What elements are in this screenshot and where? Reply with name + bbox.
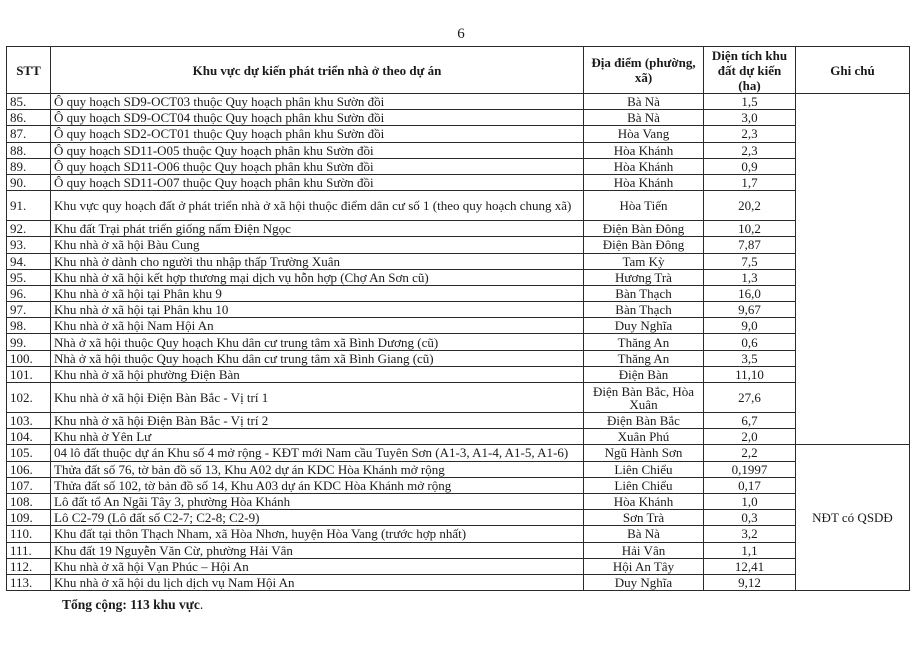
row-location: Hội An Tây bbox=[584, 558, 704, 574]
row-area-name: Lô đất tổ An Ngãi Tây 3, phường Hòa Khánh bbox=[51, 493, 584, 509]
row-stt: 97. bbox=[7, 302, 51, 318]
row-area-name: Khu đất Trại phát triển giống nấm Điện Ngọc bbox=[51, 221, 584, 237]
row-location: Bà Nà bbox=[584, 94, 704, 110]
table-row bbox=[7, 221, 910, 237]
header-location: Địa điểm (phường, xã) bbox=[584, 47, 704, 94]
table-row bbox=[7, 318, 910, 334]
row-stt: 110. bbox=[7, 526, 51, 542]
row-area-name: Thửa đất số 76, tờ bản đồ số 13, Khu A02 dự án KDC Hòa Khánh mở rộng bbox=[51, 461, 584, 477]
row-area-name: Ô quy hoạch SD9-OCT03 thuộc Quy hoạch phân khu Sườn đồi bbox=[51, 94, 584, 110]
table-row bbox=[7, 302, 910, 318]
row-size: 3,5 bbox=[704, 350, 796, 366]
row-size: 1,1 bbox=[704, 542, 796, 558]
row-stt: 91. bbox=[7, 191, 51, 221]
row-location: Hòa Khánh bbox=[584, 174, 704, 190]
row-area-name: Khu nhà ở xã hội tại Phân khu 10 bbox=[51, 302, 584, 318]
header-size: Diện tích khu đất dự kiến (ha) bbox=[704, 47, 796, 94]
total-line bbox=[62, 597, 203, 613]
row-area-name: Ô quy hoạch SD11-O05 thuộc Quy hoạch phân khu Sườn đồi bbox=[51, 142, 584, 158]
table-row bbox=[7, 461, 910, 477]
table-row bbox=[7, 237, 910, 253]
row-stt: 86. bbox=[7, 110, 51, 126]
total-suffix: . bbox=[199, 597, 204, 612]
row-area-name: Khu đất tại thôn Thạch Nham, xã Hòa Nhơn, huyện Hòa Vang (trước hợp nhất) bbox=[51, 526, 584, 542]
table-body bbox=[7, 94, 910, 591]
row-location: Thăng An bbox=[584, 350, 704, 366]
row-location: Liên Chiểu bbox=[584, 461, 704, 477]
row-size: 27,6 bbox=[704, 383, 796, 413]
header-note: Ghi chú bbox=[796, 47, 910, 94]
header-stt: STT bbox=[7, 47, 51, 94]
row-size: 7,87 bbox=[704, 237, 796, 253]
row-location: Sơn Trà bbox=[584, 510, 704, 526]
row-location: Tam Kỳ bbox=[584, 253, 704, 269]
row-size: 2,2 bbox=[704, 445, 796, 461]
row-size: 7,5 bbox=[704, 253, 796, 269]
table-row bbox=[7, 253, 910, 269]
row-stt: 111. bbox=[7, 542, 51, 558]
row-size: 20,2 bbox=[704, 191, 796, 221]
header-area: Khu vực dự kiến phát triển nhà ở theo dự án bbox=[51, 47, 584, 94]
row-location: Bà Nà bbox=[584, 110, 704, 126]
row-area-name: Nhà ở xã hội thuộc Quy hoạch Khu dân cư trung tâm xã Bình Giang (cũ) bbox=[51, 350, 584, 366]
table-row bbox=[7, 334, 910, 350]
row-stt: 89. bbox=[7, 158, 51, 174]
row-size: 1,3 bbox=[704, 269, 796, 285]
table-row bbox=[7, 350, 910, 366]
row-area-name: Khu nhà ở xã hội Vạn Phúc – Hội An bbox=[51, 558, 584, 574]
row-stt: 95. bbox=[7, 269, 51, 285]
table-row bbox=[7, 94, 910, 110]
row-stt: 106. bbox=[7, 461, 51, 477]
row-size: 3,0 bbox=[704, 110, 796, 126]
row-location: Hòa Khánh bbox=[584, 158, 704, 174]
row-area-name: Nhà ở xã hội thuộc Quy hoạch Khu dân cư trung tâm xã Bình Dương (cũ) bbox=[51, 334, 584, 350]
table-row bbox=[7, 413, 910, 429]
table-row bbox=[7, 445, 910, 461]
row-stt: 103. bbox=[7, 413, 51, 429]
row-stt: 105. bbox=[7, 445, 51, 461]
row-location: Duy Nghĩa bbox=[584, 318, 704, 334]
row-stt: 93. bbox=[7, 237, 51, 253]
row-size: 1,0 bbox=[704, 493, 796, 509]
row-stt: 101. bbox=[7, 366, 51, 382]
row-size: 12,41 bbox=[704, 558, 796, 574]
page-number: 6 bbox=[457, 26, 465, 42]
housing-area-table bbox=[6, 46, 910, 591]
table-row bbox=[7, 142, 910, 158]
row-area-name: Khu nhà ở Yên Lư bbox=[51, 429, 584, 445]
table-row bbox=[7, 574, 910, 590]
row-location: Hòa Khánh bbox=[584, 493, 704, 509]
row-area-name: Khu vực quy hoạch đất ở phát triển nhà ở xã hội thuộc điểm dân cư số 1 (theo quy hoạch chung xã) bbox=[51, 191, 584, 221]
row-area-name: Khu nhà ở xã hội kết hợp thương mại dịch vụ hỗn hợp (Chợ An Sơn cũ) bbox=[51, 269, 584, 285]
row-area-name: 04 lô đất thuộc dự án Khu số 4 mở rộng - KĐT mới Nam cầu Tuyên Sơn (A1-3, A1-4, A1-5, A1-6) bbox=[51, 445, 584, 461]
row-area-name: Khu nhà ở xã hội Bàu Cung bbox=[51, 237, 584, 253]
row-stt: 88. bbox=[7, 142, 51, 158]
row-location: Liên Chiểu bbox=[584, 477, 704, 493]
row-size: 0,6 bbox=[704, 334, 796, 350]
row-stt: 109. bbox=[7, 510, 51, 526]
row-location: Duy Nghĩa bbox=[584, 574, 704, 590]
table-row bbox=[7, 510, 910, 526]
row-size: 2,3 bbox=[704, 142, 796, 158]
row-area-name: Khu đất 19 Nguyễn Văn Cừ, phường Hải Vân bbox=[51, 542, 584, 558]
table-row bbox=[7, 558, 910, 574]
row-size: 0,3 bbox=[704, 510, 796, 526]
row-location: Hòa Vang bbox=[584, 126, 704, 142]
row-area-name: Khu nhà ở xã hội du lịch dịch vụ Nam Hội An bbox=[51, 574, 584, 590]
row-location: Hương Trà bbox=[584, 269, 704, 285]
row-size: 9,12 bbox=[704, 574, 796, 590]
table-row bbox=[7, 126, 910, 142]
row-size: 2,0 bbox=[704, 429, 796, 445]
table-row bbox=[7, 174, 910, 190]
row-stt: 112. bbox=[7, 558, 51, 574]
table-row bbox=[7, 269, 910, 285]
row-size: 2,3 bbox=[704, 126, 796, 142]
row-area-name: Ô quy hoạch SD9-OCT04 thuộc Quy hoạch phân khu Sườn đồi bbox=[51, 110, 584, 126]
row-size: 16,0 bbox=[704, 285, 796, 301]
row-stt: 85. bbox=[7, 94, 51, 110]
row-location: Ngũ Hành Sơn bbox=[584, 445, 704, 461]
row-stt: 92. bbox=[7, 221, 51, 237]
row-stt: 99. bbox=[7, 334, 51, 350]
row-stt: 96. bbox=[7, 285, 51, 301]
row-area-name: Khu nhà ở xã hội Nam Hội An bbox=[51, 318, 584, 334]
row-stt: 108. bbox=[7, 493, 51, 509]
row-size: 0,1997 bbox=[704, 461, 796, 477]
row-size: 6,7 bbox=[704, 413, 796, 429]
row-stt: 98. bbox=[7, 318, 51, 334]
row-stt: 90. bbox=[7, 174, 51, 190]
row-location: Bàn Thạch bbox=[584, 302, 704, 318]
table-row bbox=[7, 493, 910, 509]
row-size: 3,2 bbox=[704, 526, 796, 542]
row-stt: 107. bbox=[7, 477, 51, 493]
table-row bbox=[7, 110, 910, 126]
row-location: Điện Bàn bbox=[584, 366, 704, 382]
row-size: 10,2 bbox=[704, 221, 796, 237]
row-stt: 113. bbox=[7, 574, 51, 590]
row-area-name: Thửa đất số 102, tờ bản đồ số 14, Khu A03 dự án KDC Hòa Khánh mở rộng bbox=[51, 477, 584, 493]
row-area-name: Ô quy hoạch SD11-O06 thuộc Quy hoạch phân khu Sườn đồi bbox=[51, 158, 584, 174]
table-header-row bbox=[7, 47, 910, 94]
row-location: Bà Nà bbox=[584, 526, 704, 542]
table-row bbox=[7, 366, 910, 382]
row-area-name: Khu nhà ở xã hội tại Phân khu 9 bbox=[51, 285, 584, 301]
row-area-name: Ô quy hoạch SD11-O07 thuộc Quy hoạch phân khu Sườn đồi bbox=[51, 174, 584, 190]
row-size: 9,0 bbox=[704, 318, 796, 334]
row-size: 1,5 bbox=[704, 94, 796, 110]
row-size: 0,17 bbox=[704, 477, 796, 493]
row-note-group: NĐT có QSDĐ bbox=[796, 445, 910, 591]
row-size: 9,67 bbox=[704, 302, 796, 318]
row-location: Điện Bàn Bắc bbox=[584, 413, 704, 429]
total-value: 113 khu vực bbox=[130, 597, 200, 612]
row-note-empty bbox=[796, 94, 910, 445]
table-row bbox=[7, 383, 910, 413]
row-stt: 87. bbox=[7, 126, 51, 142]
row-area-name: Khu nhà ở dành cho người thu nhập thấp Trường Xuân bbox=[51, 253, 584, 269]
table-row bbox=[7, 429, 910, 445]
row-location: Hải Vân bbox=[584, 542, 704, 558]
row-stt: 94. bbox=[7, 253, 51, 269]
row-location: Hòa Khánh bbox=[584, 142, 704, 158]
row-stt: 102. bbox=[7, 383, 51, 413]
row-area-name: Khu nhà ở xã hội phường Điện Bàn bbox=[51, 366, 584, 382]
table-row bbox=[7, 285, 910, 301]
table-row bbox=[7, 477, 910, 493]
row-area-name: Khu nhà ở xã hội Điện Bàn Bắc - Vị trí 2 bbox=[51, 413, 584, 429]
row-location: Xuân Phú bbox=[584, 429, 704, 445]
row-location: Bàn Thạch bbox=[584, 285, 704, 301]
row-location: Điện Bàn Đông bbox=[584, 221, 704, 237]
total-label: Tổng cộng: bbox=[62, 597, 127, 612]
table-row bbox=[7, 191, 910, 221]
row-area-name: Ô quy hoạch SD2-OCT01 thuộc Quy hoạch phân khu Sườn đồi bbox=[51, 126, 584, 142]
row-location: Điện Bàn Bắc, Hòa Xuân bbox=[584, 383, 704, 413]
row-area-name: Lô C2-79 (Lô đất số C2-7; C2-8; C2-9) bbox=[51, 510, 584, 526]
row-location: Thăng An bbox=[584, 334, 704, 350]
table-row bbox=[7, 526, 910, 542]
row-stt: 100. bbox=[7, 350, 51, 366]
table-row bbox=[7, 542, 910, 558]
row-location: Hòa Tiến bbox=[584, 191, 704, 221]
row-location: Điện Bàn Đông bbox=[584, 237, 704, 253]
row-size: 0,9 bbox=[704, 158, 796, 174]
row-area-name: Khu nhà ở xã hội Điện Bàn Bắc - Vị trí 1 bbox=[51, 383, 584, 413]
table-row bbox=[7, 158, 910, 174]
row-size: 11,10 bbox=[704, 366, 796, 382]
row-size: 1,7 bbox=[704, 174, 796, 190]
row-stt: 104. bbox=[7, 429, 51, 445]
